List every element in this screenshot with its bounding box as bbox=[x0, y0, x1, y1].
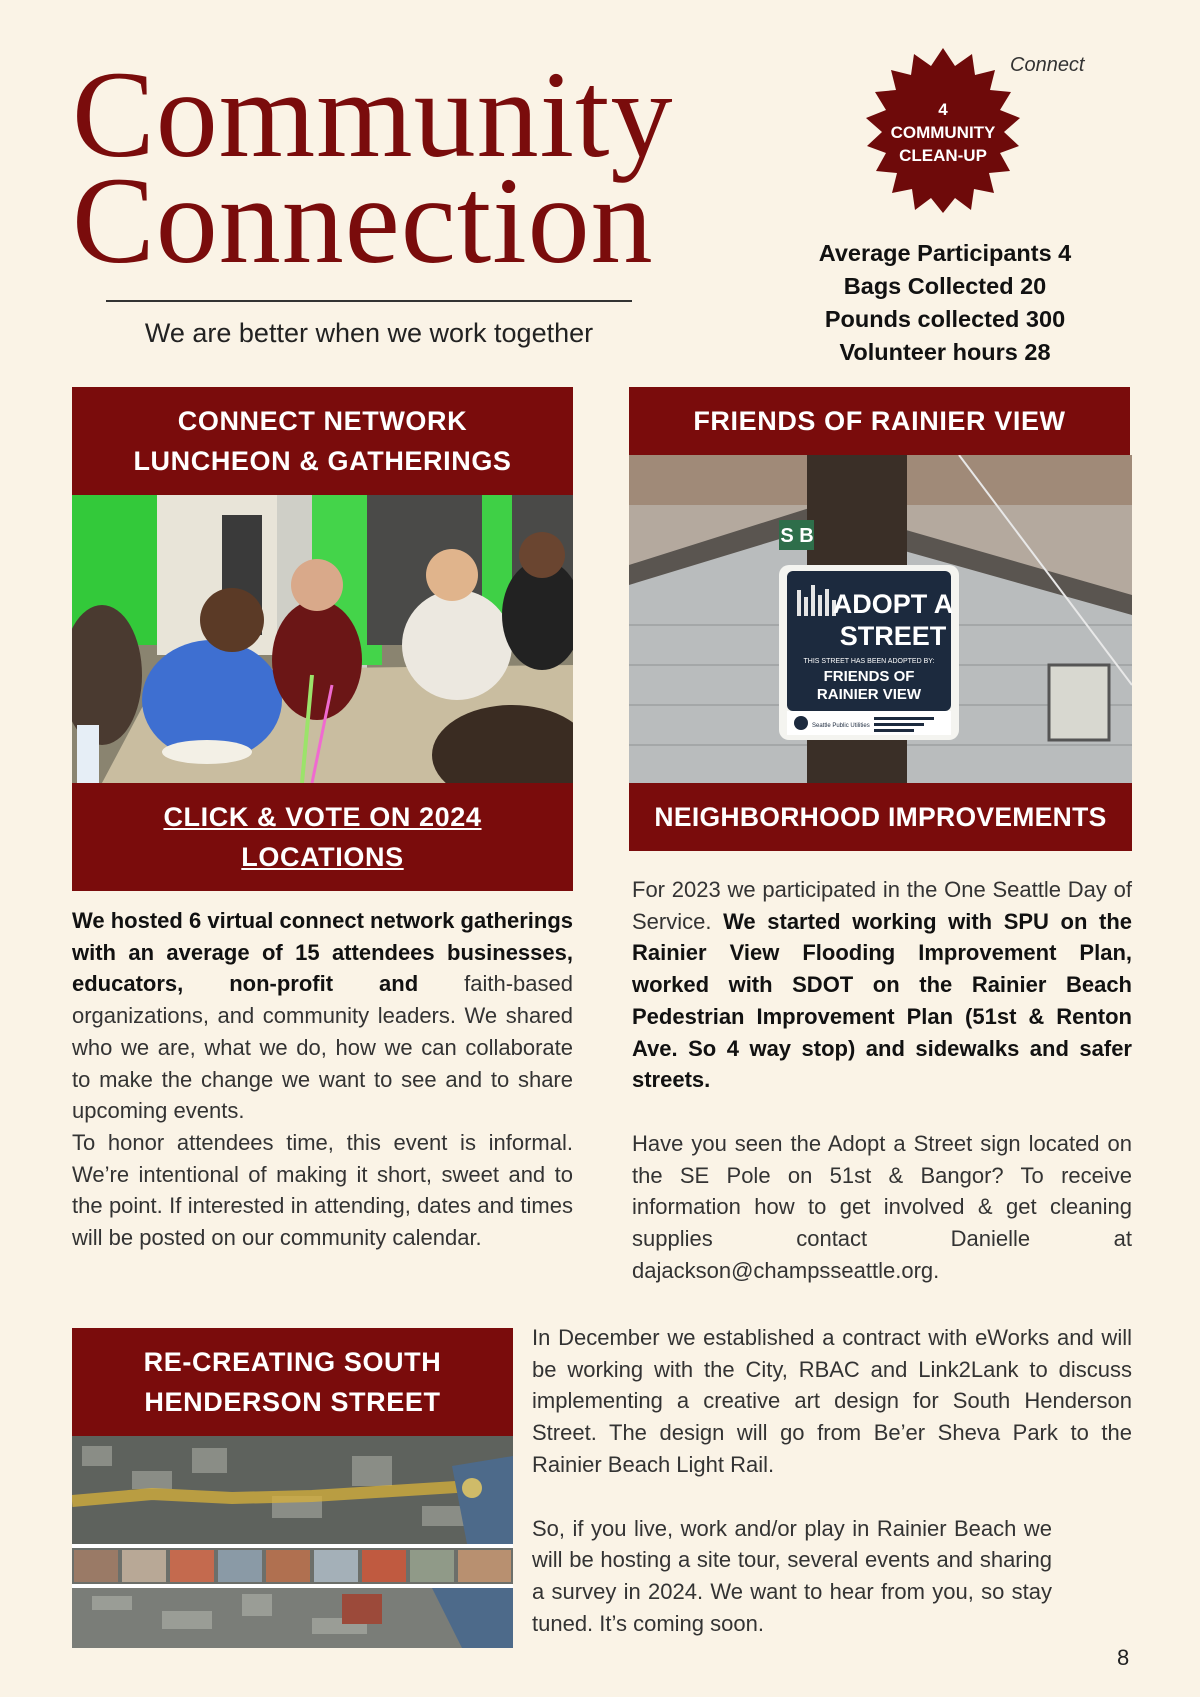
rainier-view-banner: FRIENDS OF RAINIER VIEW bbox=[629, 387, 1130, 455]
luncheon-p1-rest: faith-based organizations, and community leaders. We shared who we are, what we do, how we can collaborate to make the change we want to see and to share upcoming events. bbox=[72, 971, 573, 1124]
sign-text-spu: Seattle Public Utilities bbox=[812, 723, 870, 729]
vote-link-line-2: LOCATIONS bbox=[241, 842, 404, 872]
henderson-text bbox=[532, 1322, 1132, 1639]
luncheon-p1-bold: We hosted 6 virtual connect network gatherings with an average of 15 attendees businesses, educators, non-profit and bbox=[72, 908, 573, 997]
neighborhood-improvements-banner: NEIGHBORHOOD IMPROVEMENTS bbox=[629, 783, 1132, 851]
stat-participants: Average Participants 4 bbox=[818, 240, 1072, 266]
title-line-2: Connection bbox=[72, 152, 654, 289]
badge-text bbox=[860, 98, 1026, 167]
street-sign-letters: S B bbox=[780, 525, 814, 547]
sign-text-friends-2: RAINIER VIEW bbox=[816, 686, 922, 703]
rainier-paragraph-1 bbox=[632, 874, 1132, 1096]
sign-text-friends-1: FRIENDS OF bbox=[823, 668, 915, 685]
rainier-p1-plain: For 2023 we participated in the One Seattle Day of Service. bbox=[632, 877, 1132, 934]
luncheon-paragraph-1 bbox=[72, 905, 573, 1127]
badge-line-1: COMMUNITY bbox=[890, 123, 996, 142]
luncheon-photo bbox=[72, 495, 573, 783]
luncheon-paragraph-2: To honor attendees time, this event is informal. We’re intentional of making it short, sweet and to the point. If interested in attending, dates and times will be posted on our community calendar. bbox=[72, 1129, 573, 1251]
page-title bbox=[72, 46, 692, 289]
adopt-street-photo bbox=[629, 455, 1132, 783]
henderson-banner bbox=[72, 1328, 513, 1436]
vote-link-line-1: CLICK & VOTE ON 2024 bbox=[163, 802, 482, 832]
luncheon-banner bbox=[72, 387, 573, 495]
cleanup-stats bbox=[770, 237, 1120, 369]
henderson-paragraph-1: In December we established a contract with eWorks and will be working with the City, RBAC and Link2Lank to discuss implementing a creative art design for South Henderson Street. The design will go from Be’er Sheva Park to the Rainier Beach Light Rail. bbox=[532, 1325, 1132, 1477]
sign-text-line-2: STREET bbox=[839, 621, 947, 651]
tagline: We are better when we work together bbox=[144, 318, 594, 348]
luncheon-banner-line-1: CONNECT NETWORK bbox=[177, 406, 468, 436]
henderson-paragraph-2: So, if you live, work and/or play in Rainier Beach we will be hosting a site tour, several events and sharing a survey in 2024. We want to hear from you, so stay tuned. It’s coming soon. bbox=[532, 1515, 1052, 1636]
luncheon-photo-image bbox=[72, 495, 573, 783]
rainier-p1-bold: We started working with SPU on the Rainier View Flooding Improvement Plan, worked with SDOT on the Rainier Beach Pedestrian Improvement Plan (51st & Renton Ave. So 4 way stop) and sidewalks and safer streets. bbox=[632, 908, 1132, 1093]
rainier-paragraph-2: Have you seen the Adopt a Street sign located on the SE Pole on 51st & Bangor? To receive information how to get involved & get cleaning supplies contact Danielle at dajackson@champsseattle.org. bbox=[632, 1130, 1132, 1283]
stat-bags: Bags Collected 20 bbox=[843, 273, 1047, 299]
rainier-text bbox=[632, 874, 1132, 1286]
henderson-aerial-map bbox=[72, 1436, 513, 1648]
badge-line-2: CLEAN-UP bbox=[899, 146, 987, 165]
henderson-banner-line-1: RE-CREATING SOUTH bbox=[143, 1347, 442, 1377]
vote-link[interactable] bbox=[163, 797, 481, 877]
adopt-street-photo-image bbox=[629, 455, 1132, 783]
henderson-banner-line-2: HENDERSON STREET bbox=[144, 1387, 441, 1417]
vote-banner[interactable] bbox=[72, 783, 573, 891]
luncheon-text bbox=[72, 905, 573, 1254]
sign-text-small: THIS STREET HAS BEEN ADOPTED BY: bbox=[803, 658, 935, 665]
henderson-map-image bbox=[72, 1436, 513, 1648]
title-line-1: Community bbox=[72, 46, 674, 183]
stat-pounds: Pounds collected 300 bbox=[824, 306, 1066, 332]
stat-hours: Volunteer hours 28 bbox=[839, 339, 1051, 365]
badge-number: 4 bbox=[938, 100, 948, 119]
page-number: 8 bbox=[1117, 1645, 1130, 1670]
luncheon-banner-line-2: LUNCHEON & GATHERINGS bbox=[133, 446, 512, 476]
title-divider bbox=[106, 300, 632, 302]
sign-text-line-1: ADOPT A bbox=[832, 589, 954, 619]
corner-label: Connect bbox=[1010, 54, 1085, 76]
